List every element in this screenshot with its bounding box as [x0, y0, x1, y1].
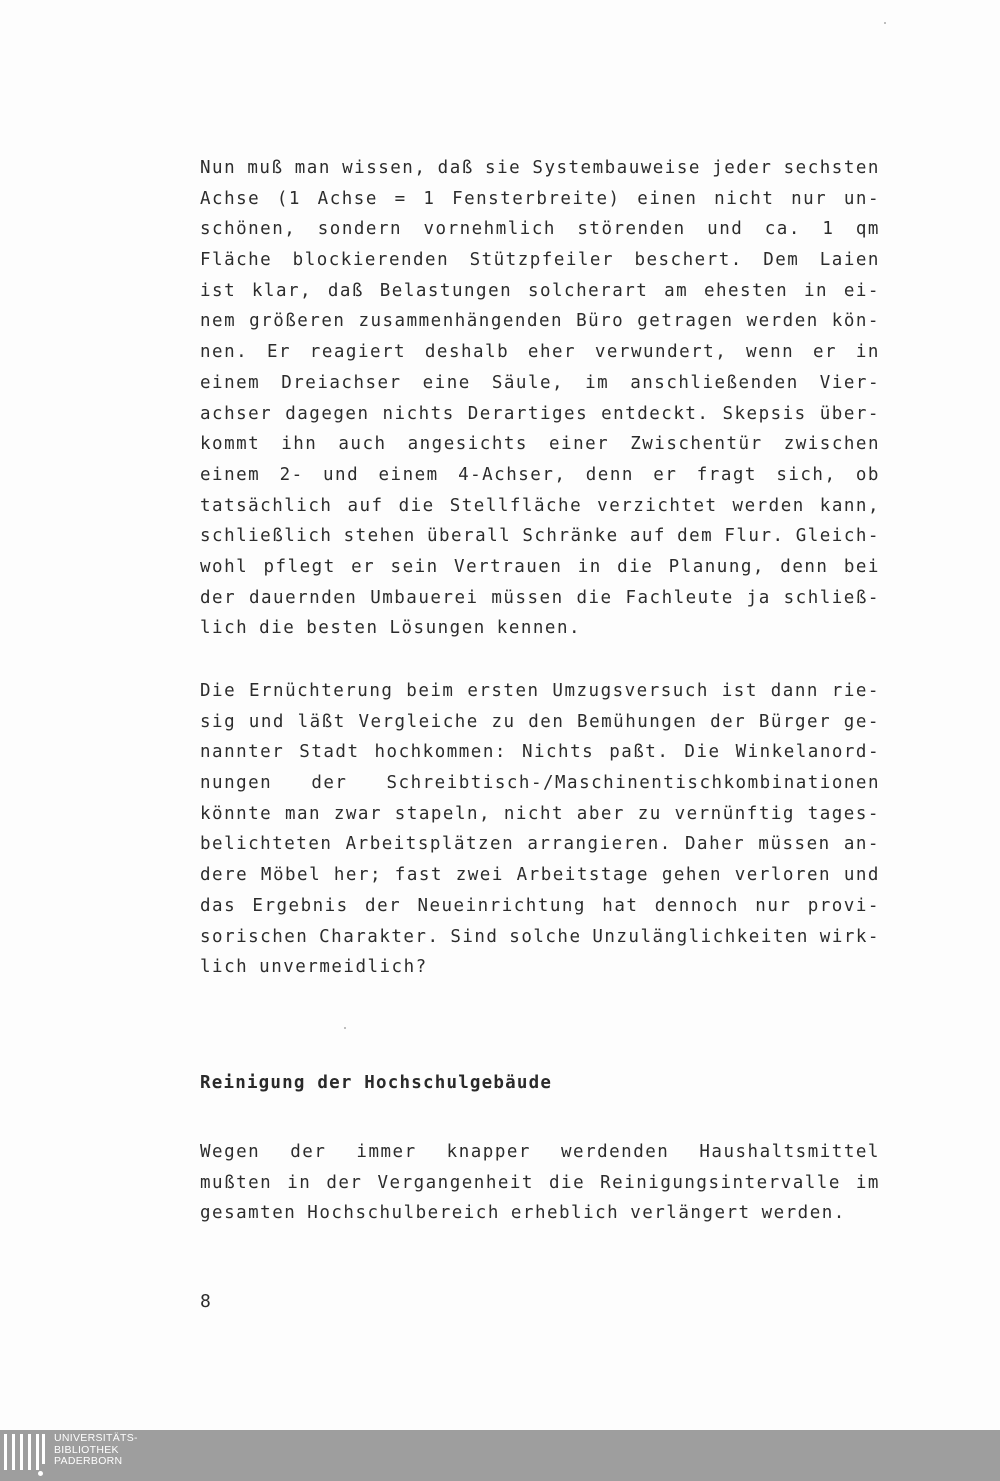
word: Lösungen [389, 618, 486, 639]
text-line [200, 429, 880, 460]
word: Vertrauen [454, 556, 563, 577]
word: vernünftig [674, 803, 795, 824]
text-line [200, 552, 880, 583]
word: er [653, 464, 678, 485]
word: stapeln, [394, 803, 492, 824]
word: provi- [807, 895, 880, 916]
word: in [855, 342, 880, 363]
word: dauernden [248, 587, 358, 608]
word: er [812, 342, 838, 363]
word: Arbeitstage [516, 865, 650, 886]
text-line [200, 952, 880, 983]
word: Planung, [668, 556, 765, 577]
word: wissen, [342, 158, 427, 178]
word: kann, [819, 495, 880, 516]
library-footer-bar [0, 1430, 1000, 1481]
word: einem [378, 464, 439, 485]
word: Er [266, 342, 292, 363]
word: Bürger [758, 711, 832, 732]
word: verzichtet [597, 495, 718, 516]
word: ist [721, 681, 758, 701]
word: denn [585, 464, 634, 485]
word: dann [770, 681, 819, 701]
word: der [326, 1172, 363, 1193]
paragraph-3 [200, 1137, 880, 1229]
text-line [200, 891, 880, 922]
word: schönen, [200, 219, 297, 240]
text-line [200, 491, 880, 522]
word: ei- [843, 280, 880, 301]
word: dere [200, 865, 249, 886]
word: daß [437, 158, 474, 178]
word: hat [602, 895, 639, 916]
word: bei [843, 556, 880, 577]
word: getragen [637, 311, 734, 332]
word: der [290, 1142, 327, 1162]
word: zu [491, 711, 516, 732]
text-line [200, 276, 880, 307]
word: sig [200, 711, 237, 732]
word: lich [200, 957, 249, 978]
word: könnte [200, 803, 273, 824]
word: Möbel [260, 865, 322, 886]
word: der [365, 895, 402, 916]
word: auch [338, 434, 387, 455]
word: tatsächlich [200, 495, 333, 516]
word: dem [677, 526, 714, 547]
word: reagiert [309, 342, 407, 363]
word: er [351, 556, 376, 577]
word: hochkommen: [374, 742, 507, 763]
word: eine [422, 372, 471, 393]
word: Büro [576, 311, 625, 332]
word: Schreibtisch-/Maschinentischkombinationen [386, 773, 880, 794]
word: fragt [696, 464, 757, 485]
text-line [200, 922, 880, 953]
word: erheblich [510, 1203, 620, 1224]
text-line [200, 860, 880, 891]
word: 4-Achser, [458, 464, 567, 485]
text-line [200, 521, 880, 552]
word: sein [390, 556, 439, 577]
word: besten [306, 618, 379, 639]
word: der [311, 773, 348, 794]
word: Stadt [299, 742, 360, 763]
word: gesamten [200, 1203, 297, 1224]
word: den [528, 711, 565, 732]
word: beschert. [634, 250, 743, 271]
word: Schränke [522, 526, 619, 547]
word: werden [732, 495, 805, 516]
word: jeder [712, 158, 773, 178]
word: nichts [382, 403, 455, 424]
word: zu [637, 803, 662, 824]
word: Bemühungen [577, 711, 698, 732]
word: nem [200, 311, 237, 332]
text-line [200, 613, 880, 644]
word: dennoch [654, 895, 739, 916]
word: schließlich [200, 526, 333, 547]
word: wenn [746, 342, 795, 363]
word: paßt. [609, 742, 670, 763]
word: Die [684, 742, 721, 763]
word: entdeckt. [601, 403, 710, 424]
word: 1 [822, 219, 835, 240]
word: Achse [317, 188, 378, 209]
library-logo-text [54, 1433, 138, 1468]
word: Umbauerei [370, 587, 479, 608]
word: schließ- [783, 587, 880, 608]
word: Fensterbreite) [452, 188, 621, 209]
word: auf [629, 526, 666, 547]
word: vornehmlich [423, 219, 556, 240]
word: tages- [807, 803, 880, 824]
section-heading: Reinigung der Hochschulgebäude [200, 1073, 553, 1093]
word: nicht [503, 803, 565, 824]
word: müssen [491, 587, 564, 608]
word: klar, [251, 280, 313, 301]
text-line [200, 368, 880, 399]
word: und [248, 711, 285, 732]
word: zwar [333, 803, 383, 824]
text-line [200, 337, 880, 368]
word: ja [746, 587, 771, 608]
word: überall [426, 526, 512, 547]
word: aber [576, 803, 625, 824]
word: Skepsis [722, 403, 807, 424]
word: blockierenden [292, 250, 450, 271]
word: kön- [831, 311, 880, 332]
word: Gleich- [795, 526, 880, 547]
text-line [200, 1137, 880, 1168]
word: achser [200, 403, 273, 424]
word: Umzugsversuch [552, 681, 709, 701]
word: pflegt [263, 556, 336, 577]
logo-line: BIBLIOTHEK [54, 1443, 119, 1456]
word: ersten [467, 681, 540, 701]
word: ehesten [703, 280, 789, 301]
word: zwischen [783, 434, 880, 455]
word: Achse [200, 188, 261, 209]
word: und [323, 464, 360, 485]
word: rie- [831, 681, 880, 701]
word: wirk- [819, 926, 880, 947]
word: nen. [200, 342, 249, 363]
text-line [200, 306, 880, 337]
word: wohl [200, 556, 249, 577]
word: kennen. [496, 618, 582, 639]
word: Neueinrichtung [417, 895, 586, 916]
text-line [200, 676, 880, 707]
word: immer [356, 1142, 417, 1162]
paragraph-2 [200, 676, 880, 983]
library-logo-bars-icon [4, 1434, 46, 1474]
word: solche [509, 926, 582, 947]
word: über- [819, 403, 880, 424]
word: größeren [249, 311, 346, 332]
word: störenden [577, 219, 686, 240]
text-line [200, 153, 880, 184]
word: fast [394, 865, 443, 886]
word: daß [327, 280, 364, 301]
word: denn [780, 556, 829, 577]
text-line [200, 245, 880, 276]
word: Nichts [521, 742, 595, 763]
word: die [617, 556, 654, 577]
word: Dem [763, 250, 800, 271]
word: Wegen [200, 1142, 261, 1162]
word: ist [200, 280, 237, 301]
word: sorischen [200, 926, 309, 947]
word: verloren [734, 865, 832, 886]
word: nur [755, 895, 792, 916]
word: eher [527, 342, 577, 363]
word: ca. [764, 219, 801, 240]
word: dagegen [285, 403, 370, 424]
word: in [287, 1172, 312, 1193]
text-line [200, 399, 880, 430]
word: ge- [843, 711, 880, 732]
word: sondern [317, 219, 403, 240]
word: Stützpfeiler [469, 250, 614, 271]
word: kommt [200, 434, 261, 455]
word: und [843, 865, 880, 886]
word: muß [247, 158, 284, 178]
word: werden [746, 311, 819, 332]
word: ihn [281, 434, 318, 455]
word: einem [200, 464, 261, 485]
word: die [259, 618, 296, 639]
word: angesichts [407, 434, 528, 455]
word: die [549, 1172, 586, 1193]
word: nungen [200, 773, 273, 794]
text-line [200, 707, 880, 738]
word: deshalb [424, 342, 510, 363]
word: mußten [200, 1172, 273, 1193]
word: Haushaltsmittel [699, 1142, 880, 1162]
word: der [200, 587, 237, 608]
word: = [394, 188, 407, 209]
word: Vergangenheit [377, 1172, 534, 1193]
library-logo [0, 1430, 140, 1481]
word: Daher [685, 834, 746, 855]
word: werdenden [561, 1142, 670, 1162]
word: unvermeidlich? [259, 957, 428, 978]
word: Unzulänglichkeiten [592, 926, 809, 947]
word: im [585, 372, 610, 393]
word: (1 [276, 188, 301, 209]
word: zusammenhängenden [358, 311, 564, 332]
word: einem [200, 372, 261, 393]
word: 2- [279, 464, 304, 485]
word: Laien [819, 250, 880, 271]
word: einen [637, 188, 698, 209]
word: solcherart [527, 280, 649, 301]
word: Vier- [819, 372, 880, 393]
word: die [576, 587, 613, 608]
word: Hochschulbereich [307, 1203, 500, 1224]
word: nicht [714, 188, 775, 209]
word: Ernüchterung [248, 681, 394, 701]
word: Sind [450, 926, 499, 947]
word: auf [347, 495, 384, 516]
word: Charakter. [319, 926, 440, 947]
word: werden. [761, 1203, 846, 1224]
paragraph-1 [200, 153, 880, 644]
text-line [200, 799, 880, 830]
word: Stellfläche [449, 495, 583, 516]
library-logo-dot-icon [38, 1471, 43, 1476]
word: im [855, 1172, 880, 1193]
word: Vergleiche [358, 711, 479, 732]
text-line [200, 214, 880, 245]
word: belichteten [200, 834, 333, 855]
word: Flur. [724, 526, 785, 547]
word: sich, [776, 464, 837, 485]
text-line [200, 1198, 880, 1229]
word: knapper [446, 1142, 531, 1162]
word: in [577, 556, 602, 577]
text-line [200, 184, 880, 215]
text-line [200, 583, 880, 614]
word: Belastungen [379, 280, 513, 301]
word: un- [843, 188, 880, 209]
word: Systembauweise [532, 158, 701, 178]
word: anschließenden [630, 372, 799, 393]
text-line [200, 768, 880, 799]
word: am [664, 280, 689, 301]
word: lich [200, 618, 249, 639]
scan-speck [884, 22, 886, 24]
word: die [398, 495, 435, 516]
word: Winkelanord- [735, 742, 880, 763]
word: einer [549, 434, 610, 455]
logo-line: UNIVERSITÄTS- [54, 1432, 138, 1444]
word: arrangieren. [527, 834, 672, 855]
word: nannter [200, 742, 285, 763]
word: Reinigungsintervalle [600, 1172, 841, 1193]
word: das [200, 895, 237, 916]
word: Derartiges [467, 403, 589, 424]
word: Nun [200, 158, 237, 178]
scan-speck [344, 1027, 346, 1029]
word: 1 [423, 188, 436, 209]
page-number: 8 [200, 1291, 211, 1312]
text-line [200, 460, 880, 491]
word: Die [200, 681, 237, 701]
word: ob [855, 464, 880, 485]
logo-line: PADERBORN [54, 1455, 123, 1467]
word: verwundert, [594, 342, 728, 363]
word: Dreiachser [281, 372, 402, 393]
word: und [707, 219, 744, 240]
word: läßt [297, 711, 346, 732]
word: an- [843, 834, 880, 855]
word: Fläche [200, 250, 273, 271]
word: beim [406, 681, 455, 701]
word: gehen [661, 865, 722, 886]
text-line [200, 829, 880, 860]
word: Arbeitsplätzen [345, 834, 515, 855]
word: Fachleute [625, 587, 734, 608]
word: sechsten [783, 158, 880, 178]
word: stehen [343, 526, 416, 547]
text-line [200, 737, 880, 768]
word: müssen [758, 834, 831, 855]
word: in [803, 280, 829, 301]
word: Zwischentür [630, 434, 763, 455]
text-line [200, 1168, 880, 1199]
word: zwei [455, 865, 504, 886]
word: Ergebnis [252, 895, 349, 916]
word: Säule, [491, 372, 565, 393]
word: her; [333, 865, 383, 886]
word: sie [485, 158, 522, 178]
word: man [284, 803, 322, 824]
word: der [710, 711, 747, 732]
word: verlängert [630, 1203, 751, 1224]
word: qm [855, 219, 880, 240]
word: man [294, 158, 331, 178]
word: nur [791, 188, 828, 209]
